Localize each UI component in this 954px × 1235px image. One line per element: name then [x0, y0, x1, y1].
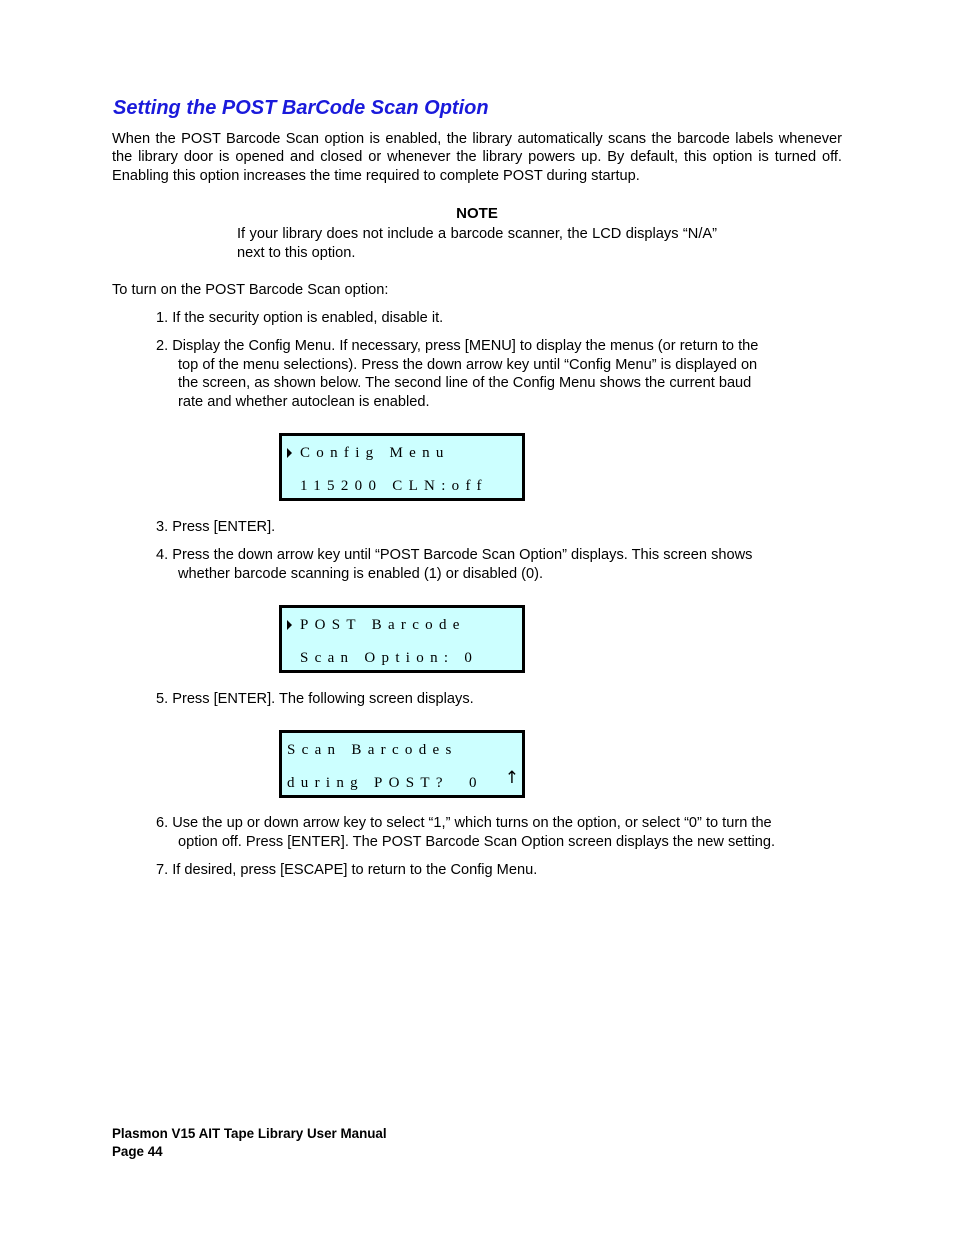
footer-manual-title: Plasmon V15 AIT Tape Library User Manual [112, 1126, 387, 1141]
lcd-line-1: Config Menu [300, 445, 450, 461]
step-2-line-3: the screen, as shown below. The second line of the Config Menu shows the current baud [178, 375, 752, 391]
footer-page-number: Page 44 [112, 1144, 163, 1159]
step-4-line-1: 4. Press the down arrow key until “POST Barcode Scan Option” displays. This screen shows [156, 547, 753, 563]
step-6-line-2: option off. Press [ENTER]. The POST Barcode Scan Option screen displays the new setting. [178, 833, 776, 850]
step-2 [156, 337, 758, 411]
lcd-line-1: Scan Barcodes [287, 742, 458, 758]
right-triangle-icon [287, 448, 292, 458]
step-3 [156, 518, 275, 537]
lcd-line-2: Scan Option: 0 [300, 650, 479, 666]
step-2-line-2: top of the menu selections). Press the down arrow key until “Config Menu” is displayed on [178, 356, 758, 373]
step-6 [156, 814, 775, 851]
right-triangle-icon [287, 620, 292, 630]
step-2-line-1: 2. Display the Config Menu. If necessary, press [MENU] to display the menus (or return to the [156, 338, 759, 354]
lcd-screen-scan-barcodes [279, 730, 525, 798]
step-3-text: 3. Press [ENTER]. [156, 519, 276, 535]
intro-paragraph: When the POST Barcode Scan option is enabled, the library automatically scans the barcode labels whenever the library door is opened and closed or whenever the library powers up. By default, this option is turned off. Enabling this option increases the time required to complete POST during startup. [112, 131, 842, 184]
step-2-line-4: rate and whether autoclean is enabled. [178, 393, 430, 410]
lcd-screen-post-barcode [279, 605, 525, 673]
step-7 [156, 861, 537, 880]
step-7-text: 7. If desired, press [ESCAPE] to return to the Config Menu. [156, 862, 538, 878]
note-body: If your library does not include a barcode scanner, the LCD displays “N/A” next to this option. [237, 226, 717, 261]
up-arrow-icon: ↑ [504, 768, 519, 788]
step-1-text: 1. If the security option is enabled, disable it. [156, 310, 444, 326]
section-title: Setting the POST BarCode Scan Option [113, 97, 489, 119]
note-heading: NOTE [456, 205, 498, 222]
lcd-line-2: 115200 CLN:off [300, 478, 488, 494]
step-5 [156, 690, 474, 709]
lcd-line-1: POST Barcode [300, 617, 466, 633]
lead-in-text: To turn on the POST Barcode Scan option: [112, 282, 389, 298]
step-4 [156, 546, 752, 583]
step-1 [156, 309, 443, 328]
step-4-line-2: whether barcode scanning is enabled (1) or disabled (0). [178, 565, 544, 582]
step-5-text: 5. Press [ENTER]. The following screen displays. [156, 691, 474, 707]
lcd-screen-config-menu [279, 433, 525, 501]
lcd-line-2: during POST? 0 [287, 775, 483, 791]
step-6-line-1: 6. Use the up or down arrow key to select “1,” which turns on the option, or select “0” to turn the [156, 815, 772, 831]
